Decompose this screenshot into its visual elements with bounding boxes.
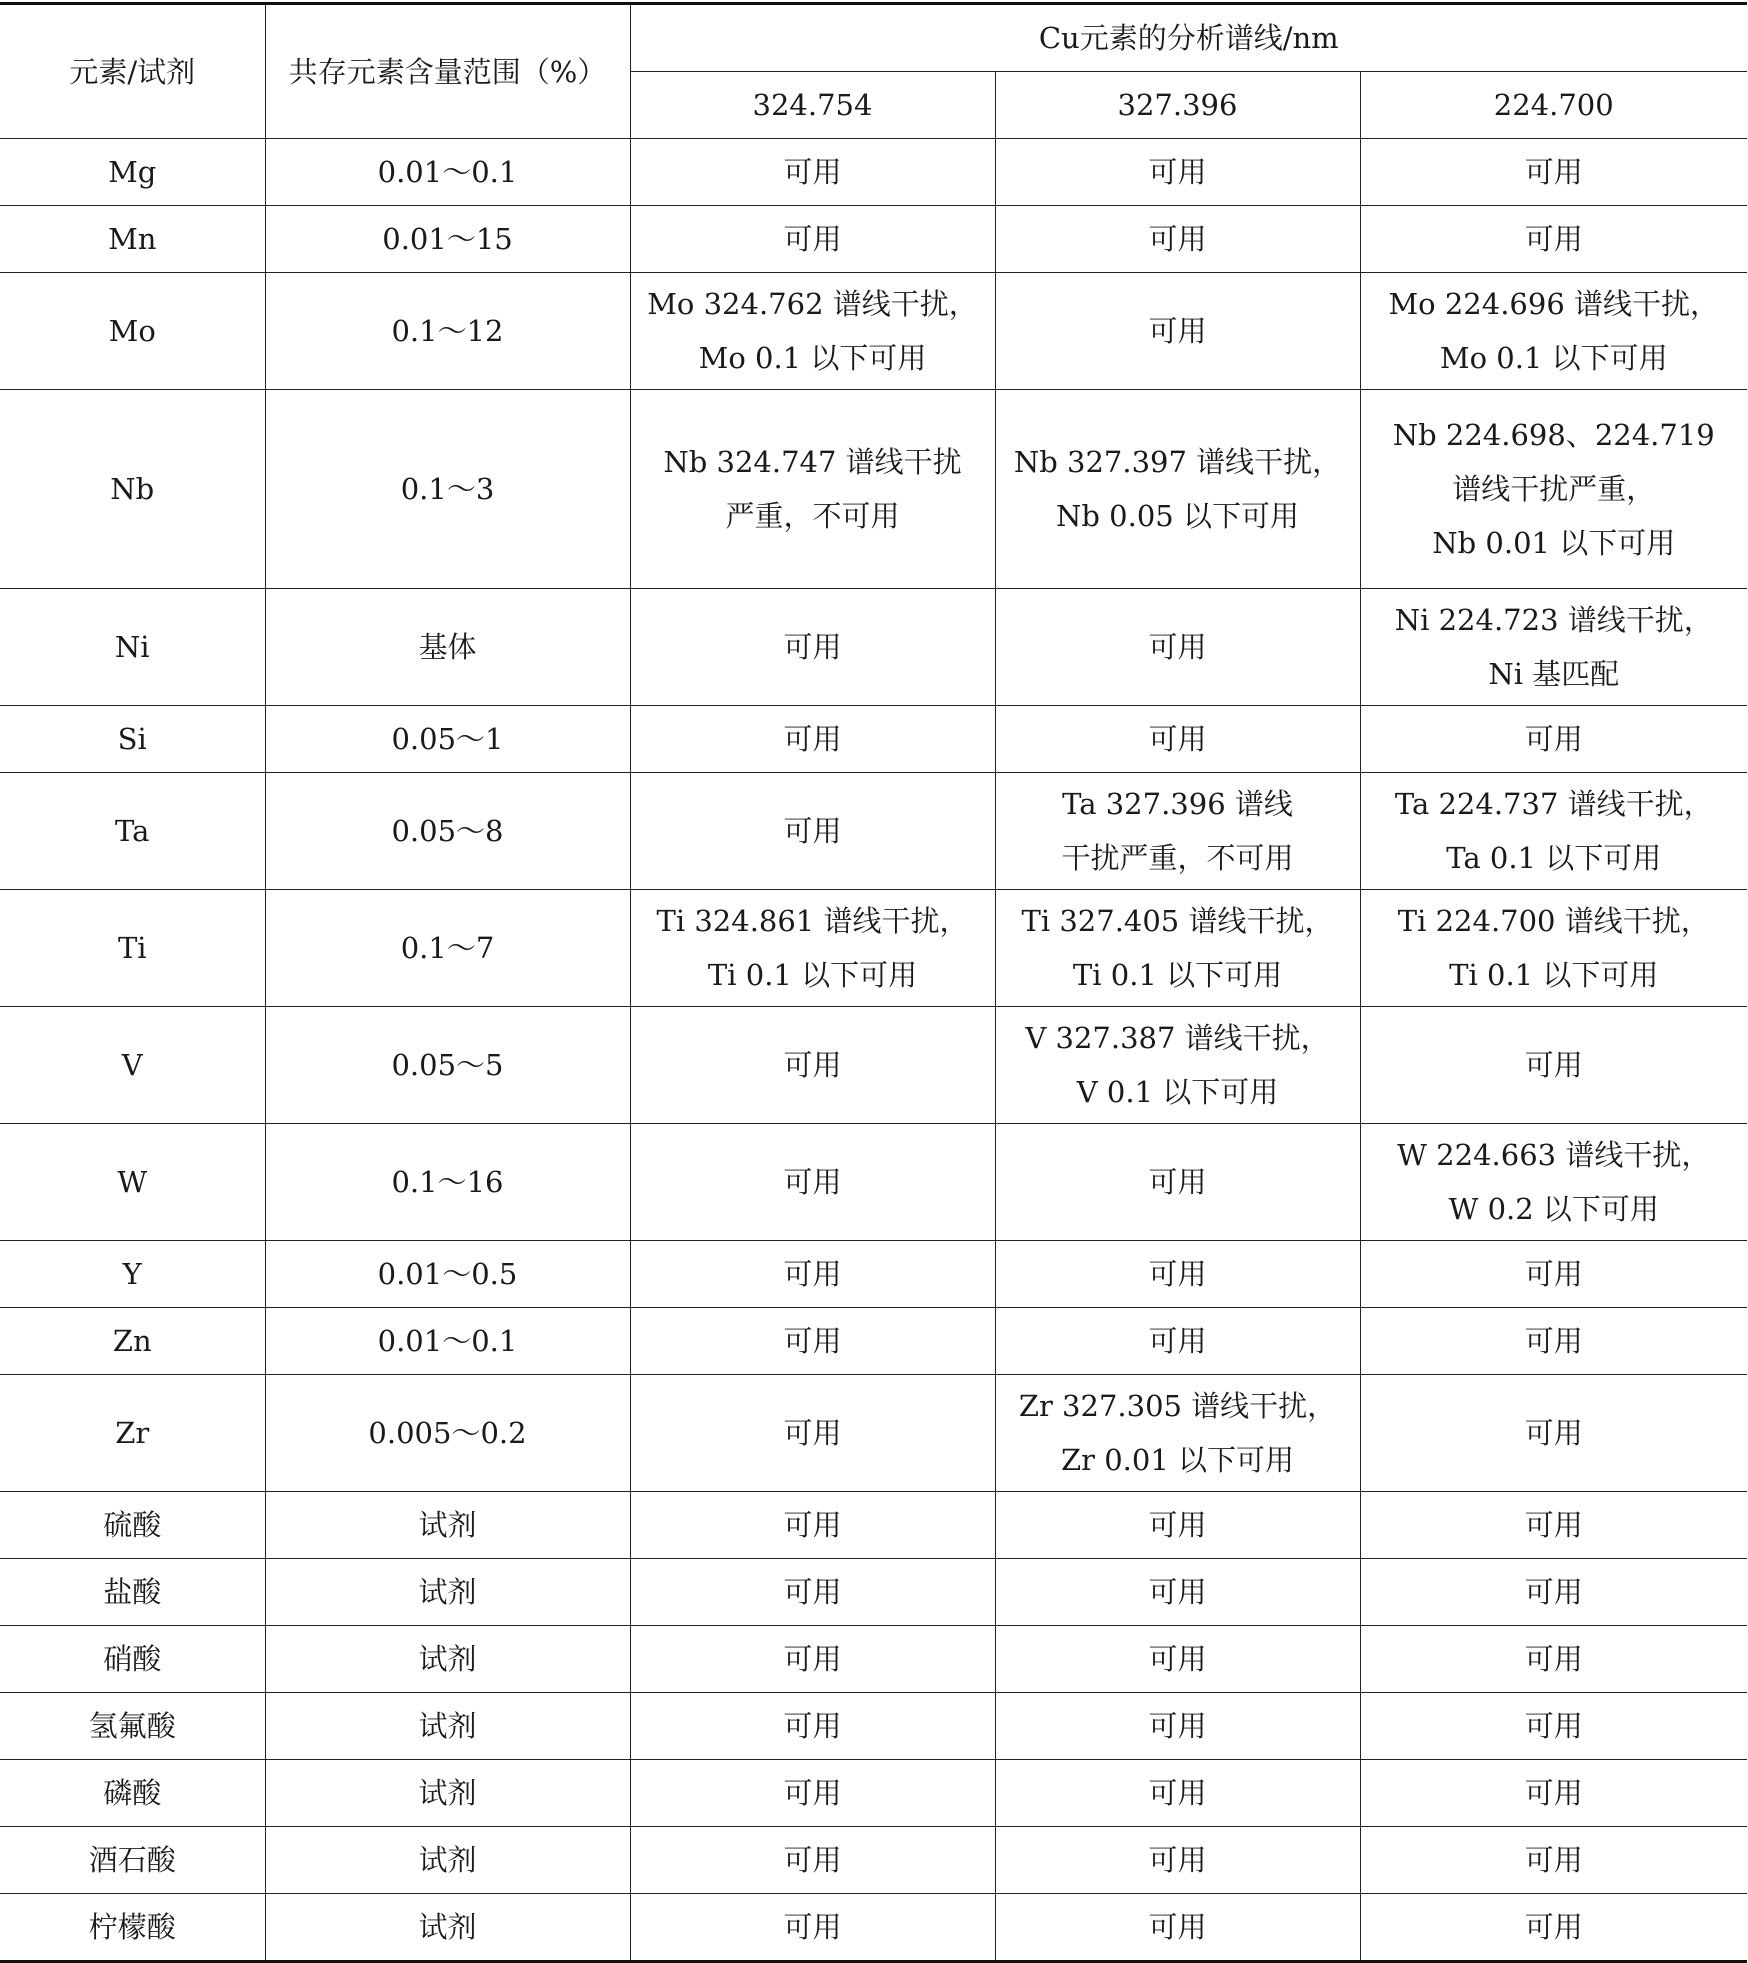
cell-range: 0.01～15: [265, 206, 630, 273]
cell-line-1: [630, 706, 995, 773]
cell-line-1: [630, 1894, 995, 1962]
table-row: [0, 1626, 1747, 1693]
cell-text-line: Nb 0.01 以下可用: [1432, 526, 1676, 560]
cell-text-line: 可用: [1148, 1257, 1207, 1291]
table-row: [0, 1827, 1747, 1894]
cell-range: 试剂: [265, 1626, 630, 1693]
cell-range: 试剂: [265, 1492, 630, 1559]
cell-element: 柠檬酸: [0, 1894, 265, 1962]
cell-line-3: [1360, 1124, 1747, 1241]
cell-text-line: Ni 基匹配: [1488, 657, 1620, 691]
cell-line-2: [995, 273, 1360, 390]
cell-text-line: 可用: [783, 1709, 842, 1743]
cell-text-line: 可用: [783, 1165, 842, 1199]
cell-element: Ta: [0, 773, 265, 890]
cell-element: 氢氟酸: [0, 1693, 265, 1760]
table-row: [0, 1760, 1747, 1827]
cell-line-2: [995, 706, 1360, 773]
cell-line-1: [630, 1760, 995, 1827]
cell-text-line: 可用: [1148, 314, 1207, 348]
cell-range: 0.1～3: [265, 390, 630, 589]
cell-text-line: 可用: [783, 630, 842, 664]
cell-line-3: [1360, 890, 1747, 1007]
cell-line-3: [1360, 1827, 1747, 1894]
cell-line-2: [995, 1626, 1360, 1693]
cell-text-line: V 327.387 谱线干扰，: [1025, 1021, 1330, 1055]
cell-line-1: [630, 1007, 995, 1124]
cell-range: 0.05～5: [265, 1007, 630, 1124]
table-row: [0, 1559, 1747, 1626]
cell-line-1: [630, 390, 995, 589]
cell-text-line: Ti 0.1 以下可用: [1449, 958, 1659, 992]
cell-text-line: Ti 0.1 以下可用: [1072, 958, 1283, 992]
cell-text-line: Ni 224.723 谱线干扰，: [1394, 603, 1713, 637]
cell-element: Mn: [0, 206, 265, 273]
cell-text-line: 可用: [783, 1642, 842, 1676]
table-row: [0, 1308, 1747, 1375]
cell-line-3: [1360, 1693, 1747, 1760]
cell-line-3: [1360, 1007, 1747, 1124]
cell-line-2: [995, 139, 1360, 206]
cell-line-2: [995, 1760, 1360, 1827]
cell-line-3: [1360, 1308, 1747, 1375]
cell-line-3: [1360, 139, 1747, 206]
cell-element: V: [0, 1007, 265, 1124]
cell-text-line: W 224.663 谱线干扰，: [1397, 1138, 1711, 1172]
cell-element: Ni: [0, 589, 265, 706]
cell-range: 试剂: [265, 1827, 630, 1894]
cell-text-line: 可用: [1524, 722, 1583, 756]
cell-line-2: [995, 890, 1360, 1007]
cell-text-line: Ti 224.700 谱线干扰，: [1397, 904, 1710, 938]
cell-text-line: 可用: [783, 1843, 842, 1877]
cell-text-line: 可用: [783, 814, 842, 848]
table-row: [0, 206, 1747, 273]
cell-text-line: 可用: [1148, 1642, 1207, 1676]
table-row: [0, 589, 1747, 706]
cell-text-line: 可用: [783, 1776, 842, 1810]
table-row: [0, 1375, 1747, 1492]
cell-line-1: [630, 1559, 995, 1626]
cell-text-line: 可用: [1524, 1709, 1583, 1743]
cell-text-line: 可用: [1148, 155, 1207, 189]
cell-text-line: 可用: [1524, 1324, 1583, 1358]
cell-text-line: 干扰严重，不可用: [1061, 841, 1294, 875]
table-header: [0, 4, 1747, 139]
cell-line-3: [1360, 706, 1747, 773]
cell-text-line: 可用: [783, 1910, 842, 1944]
cell-line-3: [1360, 1626, 1747, 1693]
interference-table: [0, 2, 1747, 1963]
cell-text-line: 可用: [1148, 630, 1207, 664]
cell-text-line: 可用: [1148, 1575, 1207, 1609]
cell-line-2: [995, 773, 1360, 890]
cell-text-line: 可用: [1524, 1642, 1583, 1676]
cell-line-3: [1360, 206, 1747, 273]
cell-element: 酒石酸: [0, 1827, 265, 1894]
cell-range: 试剂: [265, 1894, 630, 1962]
cell-text-line: 可用: [1148, 722, 1207, 756]
cell-text-line: 可用: [1524, 1257, 1583, 1291]
cell-line-2: [995, 589, 1360, 706]
cell-range: 0.1～12: [265, 273, 630, 390]
cell-text-line: 可用: [1524, 1776, 1583, 1810]
cell-text-line: 可用: [783, 722, 842, 756]
cell-text-line: Mo 324.762 谱线干扰，: [647, 287, 978, 321]
cell-line-2: [995, 390, 1360, 589]
cell-element: W: [0, 1124, 265, 1241]
cell-text-line: 可用: [1148, 1910, 1207, 1944]
cell-text-line: 可用: [1524, 1575, 1583, 1609]
cell-line-1: [630, 139, 995, 206]
cell-text-line: Mo 224.696 谱线干扰，: [1388, 287, 1719, 321]
cell-line-1: [630, 1308, 995, 1375]
cell-element: 盐酸: [0, 1559, 265, 1626]
cell-element: 硝酸: [0, 1626, 265, 1693]
cell-line-2: [995, 1827, 1360, 1894]
cell-text-line: 可用: [1524, 1910, 1583, 1944]
cell-text-line: 可用: [1524, 1048, 1583, 1082]
cell-range: 0.01～0.1: [265, 1308, 630, 1375]
cell-text-line: 可用: [783, 1257, 842, 1291]
cell-line-1: [630, 773, 995, 890]
cell-range: 试剂: [265, 1760, 630, 1827]
cell-text-line: Mo 0.1 以下可用: [1439, 341, 1668, 375]
cell-range: 0.05～1: [265, 706, 630, 773]
cell-line-1: [630, 890, 995, 1007]
cell-text-line: Mo 0.1 以下可用: [698, 341, 927, 375]
table-row: [0, 1124, 1747, 1241]
cell-element: Nb: [0, 390, 265, 589]
cell-line-1: [630, 1375, 995, 1492]
cell-line-1: [630, 1626, 995, 1693]
cell-range: 试剂: [265, 1693, 630, 1760]
cell-range: 0.01～0.5: [265, 1241, 630, 1308]
cell-text-line: 可用: [1524, 1416, 1583, 1450]
table-body: [0, 139, 1747, 1962]
cell-line-2: [995, 1559, 1360, 1626]
cell-text-line: Ti 0.1 以下可用: [707, 958, 918, 992]
cell-line-3: [1360, 773, 1747, 890]
cell-range: 0.1～7: [265, 890, 630, 1007]
cell-range: 0.1～16: [265, 1124, 630, 1241]
cell-text-line: V 0.1 以下可用: [1076, 1075, 1279, 1109]
cell-line-3: [1360, 1492, 1747, 1559]
header-line-324: 324.754: [630, 72, 995, 139]
cell-text-line: 可用: [1148, 1165, 1207, 1199]
cell-text-line: Nb 224.698、224.719: [1392, 418, 1715, 452]
cell-text-line: 可用: [783, 1416, 842, 1450]
cell-line-3: [1360, 390, 1747, 589]
cell-text-line: W 0.2 以下可用: [1448, 1192, 1659, 1226]
header-range: 共存元素含量范围（%）: [265, 4, 630, 139]
cell-line-2: [995, 206, 1360, 273]
cell-line-2: [995, 1492, 1360, 1559]
cell-element: Y: [0, 1241, 265, 1308]
table-row: [0, 1894, 1747, 1962]
cell-line-3: [1360, 589, 1747, 706]
cell-element: Ti: [0, 890, 265, 1007]
cell-text-line: 可用: [1148, 222, 1207, 256]
header-line-327: 327.396: [995, 72, 1360, 139]
header-element: 元素/试剂: [0, 4, 265, 139]
cell-text-line: 可用: [1148, 1776, 1207, 1810]
cell-line-1: [630, 1827, 995, 1894]
cell-text-line: 可用: [783, 1575, 842, 1609]
cell-line-3: [1360, 1894, 1747, 1962]
cell-text-line: 可用: [1148, 1709, 1207, 1743]
cell-element: Mo: [0, 273, 265, 390]
cell-text-line: 可用: [1148, 1508, 1207, 1542]
cell-text-line: 可用: [1524, 1508, 1583, 1542]
cell-range: 试剂: [265, 1559, 630, 1626]
cell-text-line: Zr 0.01 以下可用: [1060, 1443, 1295, 1477]
cell-text-line: 谱线干扰严重，: [1452, 472, 1656, 506]
cell-line-2: [995, 1241, 1360, 1308]
cell-element: Zn: [0, 1308, 265, 1375]
table-row: [0, 706, 1747, 773]
table-row: [0, 1007, 1747, 1124]
cell-text-line: Ta 224.737 谱线干扰，: [1394, 787, 1713, 821]
cell-text-line: 可用: [783, 155, 842, 189]
cell-line-1: [630, 1241, 995, 1308]
cell-element: 硫酸: [0, 1492, 265, 1559]
table-row: [0, 890, 1747, 1007]
cell-text-line: Zr 327.305 谱线干扰，: [1018, 1389, 1337, 1423]
cell-line-1: [630, 589, 995, 706]
cell-text-line: Nb 0.05 以下可用: [1056, 499, 1299, 533]
cell-text-line: 可用: [1148, 1843, 1207, 1877]
header-line-224: 224.700: [1360, 72, 1747, 139]
cell-line-1: [630, 1693, 995, 1760]
cell-text-line: 可用: [783, 1324, 842, 1358]
header-cu-lines: Cu元素的分析谱线/nm: [630, 4, 1747, 72]
table-row: [0, 1693, 1747, 1760]
cell-text-line: 严重，不可用: [725, 499, 900, 533]
cell-line-2: [995, 1693, 1360, 1760]
cell-text-line: 可用: [1524, 1843, 1583, 1877]
cell-line-1: [630, 206, 995, 273]
cell-line-1: [630, 1124, 995, 1241]
cell-line-3: [1360, 1375, 1747, 1492]
cell-range: 0.005～0.2: [265, 1375, 630, 1492]
cell-element: Si: [0, 706, 265, 773]
cell-line-2: [995, 1375, 1360, 1492]
cell-text-line: Nb 324.747 谱线干扰: [663, 445, 962, 479]
cell-line-2: [995, 1308, 1360, 1375]
cell-line-3: [1360, 1760, 1747, 1827]
cell-range: 0.01～0.1: [265, 139, 630, 206]
cell-line-1: [630, 273, 995, 390]
table-row: [0, 390, 1747, 589]
cell-text-line: 可用: [783, 1048, 842, 1082]
cell-text-line: 可用: [1148, 1324, 1207, 1358]
cell-text-line: 可用: [1524, 155, 1583, 189]
cell-line-1: [630, 1492, 995, 1559]
header-row: [0, 4, 1747, 72]
cell-range: 0.05～8: [265, 773, 630, 890]
cell-text-line: 可用: [783, 222, 842, 256]
table-row: [0, 773, 1747, 890]
cell-element: Zr: [0, 1375, 265, 1492]
cell-text-line: Ti 327.405 谱线干扰，: [1021, 904, 1334, 938]
cell-text-line: 可用: [783, 1508, 842, 1542]
cell-text-line: Ta 0.1 以下可用: [1446, 841, 1662, 875]
table-row: [0, 139, 1747, 206]
table-row: [0, 1492, 1747, 1559]
cell-line-3: [1360, 1241, 1747, 1308]
cell-line-2: [995, 1894, 1360, 1962]
cell-text-line: Ta 327.396 谱线: [1062, 787, 1293, 821]
cell-text-line: Ti 324.861 谱线干扰，: [656, 904, 969, 938]
cell-text-line: Nb 327.397 谱线干扰，: [1013, 445, 1342, 479]
cell-element: Mg: [0, 139, 265, 206]
cell-line-3: [1360, 1559, 1747, 1626]
cell-text-line: 可用: [1524, 222, 1583, 256]
table-row: [0, 1241, 1747, 1308]
table-row: [0, 273, 1747, 390]
cell-line-2: [995, 1124, 1360, 1241]
cell-line-3: [1360, 273, 1747, 390]
cell-line-2: [995, 1007, 1360, 1124]
cell-element: 磷酸: [0, 1760, 265, 1827]
cell-range: 基体: [265, 589, 630, 706]
